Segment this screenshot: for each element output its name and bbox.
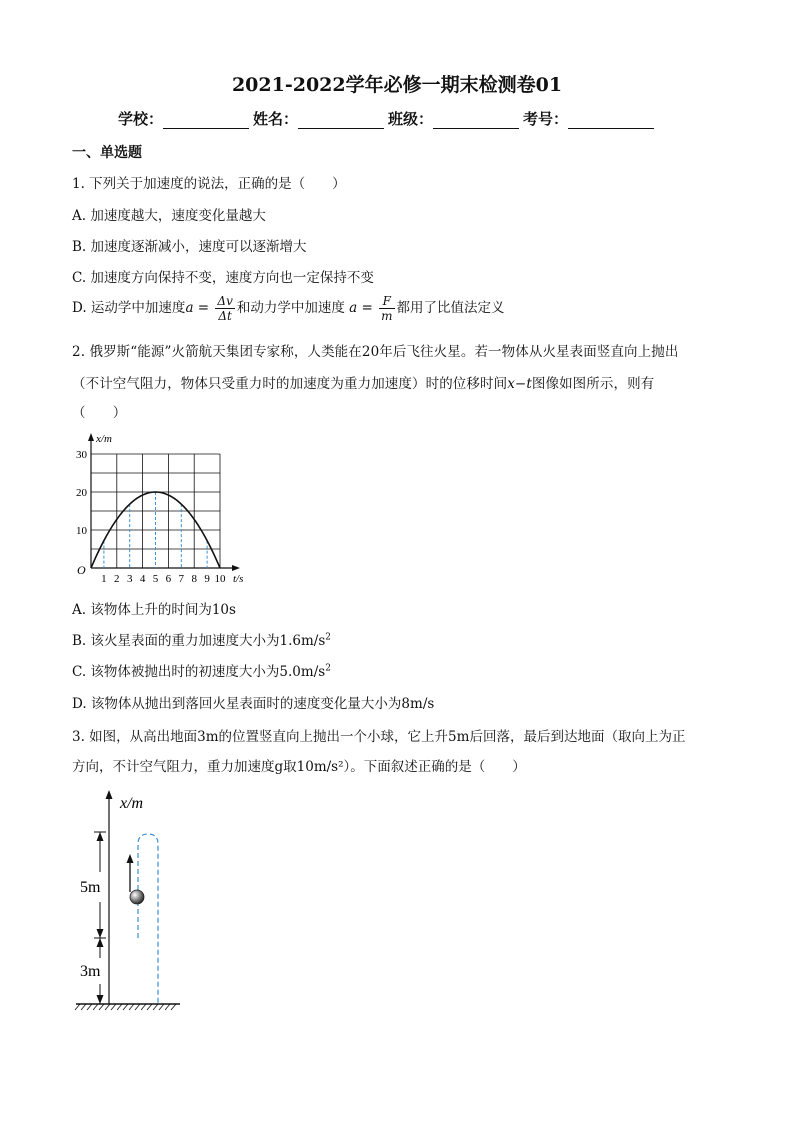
hatch-line bbox=[171, 1004, 176, 1010]
arrow-down-icon bbox=[97, 995, 104, 1004]
y-axis-arrow-icon bbox=[88, 433, 94, 441]
hatch-line bbox=[99, 1004, 104, 1010]
q2-c-text: C. 该物体被抛出时的初速度大小为5.0m/s bbox=[72, 664, 326, 680]
hatch-line bbox=[87, 1004, 92, 1010]
q1-d-mid: 和动力学中加速度 bbox=[236, 300, 345, 316]
q1-d-a2: a bbox=[349, 300, 358, 316]
class-label: 班级： bbox=[388, 110, 434, 128]
school-blank[interactable] bbox=[163, 112, 249, 129]
q1-stem: 1. 下列关于加速度的说法，正确的是（ ） bbox=[72, 176, 346, 192]
chart-grid bbox=[91, 454, 220, 568]
x-tick-label: 8 bbox=[191, 573, 197, 585]
hatch-line bbox=[159, 1004, 164, 1010]
q2-var-x: x bbox=[507, 376, 515, 392]
y-tick-label: 10 bbox=[76, 525, 87, 537]
hatch-line bbox=[141, 1004, 146, 1010]
q2-var-t: t bbox=[526, 376, 532, 392]
fraction-f-m bbox=[379, 294, 394, 323]
hatch-line bbox=[93, 1004, 98, 1010]
y-tick-label: 20 bbox=[76, 487, 87, 499]
ball bbox=[130, 890, 144, 904]
q2-line2-post: 图像如图所示，则有 bbox=[531, 376, 655, 392]
y-tick-label: 30 bbox=[76, 449, 87, 461]
page-title: 2021-2022学年必修一期末检测卷01 bbox=[231, 74, 563, 96]
q1-option-c: C. 加速度方向保持不变，速度方向也一定保持不变 bbox=[72, 270, 374, 286]
q2-option-c bbox=[72, 660, 331, 680]
x-tick-label: 5 bbox=[152, 573, 159, 585]
x-tick-label: 9 bbox=[204, 573, 210, 585]
hatch-line bbox=[153, 1004, 158, 1010]
x-axis-label: t/s bbox=[233, 573, 244, 585]
trajectory-dashed-path bbox=[138, 834, 158, 1004]
axis-arrow-icon bbox=[106, 790, 113, 799]
x-tick-label: 1 bbox=[101, 573, 107, 585]
hatch-line bbox=[123, 1004, 128, 1010]
section-title: 一、单选题 bbox=[72, 145, 142, 161]
origin-label: O bbox=[77, 563, 86, 577]
fraction-dv-dt bbox=[215, 294, 234, 323]
arrow-up-icon bbox=[97, 938, 104, 947]
hatch-line bbox=[135, 1004, 140, 1010]
class-blank[interactable] bbox=[433, 112, 519, 129]
q2-option-a: A. 该物体上升的时间为10s bbox=[72, 602, 236, 618]
frac1-num: Δv bbox=[217, 294, 233, 308]
hatch-line bbox=[165, 1004, 170, 1010]
axis-label: x/m bbox=[120, 795, 144, 812]
q1-d-suffix: 都用了比值法定义 bbox=[396, 300, 505, 316]
q3-line1: 3. 如图，从高出地面3m的位置竖直向上抛出一个小球，它上升5m后回落，最后到达地面（取向上为正 bbox=[72, 729, 686, 745]
q2-line2 bbox=[72, 372, 654, 392]
x-tick-label: 6 bbox=[165, 573, 172, 585]
x-axis-arrow-icon bbox=[232, 565, 240, 571]
q2-b-sup: 2 bbox=[325, 632, 331, 643]
y-axis-label: x/m bbox=[96, 433, 112, 445]
q2-option-d: D. 该物体从抛出到落回火星表面时的速度变化量大小为8m/s bbox=[72, 696, 435, 712]
q2-dash: − bbox=[514, 376, 527, 392]
arrow-up-icon bbox=[97, 832, 104, 841]
q3-line2: 方向，不计空气阻力，重力加速度g取10m/s²）。下面叙述正确的是（ ） bbox=[72, 759, 526, 775]
name-blank[interactable] bbox=[298, 112, 384, 129]
hatch-line bbox=[81, 1004, 86, 1010]
q1-option-d bbox=[72, 294, 505, 323]
xt-chart bbox=[66, 428, 266, 588]
arrow-down-icon bbox=[97, 929, 104, 938]
hatch-line bbox=[75, 1004, 80, 1010]
ground-hatch bbox=[75, 1004, 176, 1010]
throw-diagram bbox=[72, 788, 222, 1013]
label-5m: 5m bbox=[80, 879, 101, 896]
q2-line1: 2. 俄罗斯“能源”火箭航天集团专家称，人类能在20年后飞往火星。若一物体从火星表面竖直向上抛出 bbox=[72, 344, 679, 360]
velocity-arrow-icon bbox=[127, 854, 134, 863]
number-label: 考号： bbox=[523, 110, 569, 128]
hatch-line bbox=[129, 1004, 134, 1010]
frac2-num: F bbox=[379, 294, 394, 309]
hatch-line bbox=[105, 1004, 110, 1010]
q1-d-eq2: = bbox=[357, 300, 378, 316]
number-blank[interactable] bbox=[568, 112, 654, 129]
student-info-row bbox=[118, 108, 658, 129]
school-label: 学校： bbox=[118, 110, 164, 128]
hatch-line bbox=[111, 1004, 116, 1010]
q2-option-b bbox=[72, 629, 331, 649]
q2-c-sup: 2 bbox=[325, 663, 331, 674]
q1-d-a1: a bbox=[185, 300, 194, 316]
x-tick-label: 3 bbox=[126, 573, 133, 585]
x-tick-label: 7 bbox=[178, 573, 185, 585]
frac2-den: m bbox=[381, 309, 393, 323]
x-tick-label: 4 bbox=[139, 573, 146, 585]
label-3m: 3m bbox=[80, 963, 101, 980]
hatch-line bbox=[147, 1004, 152, 1010]
q2-line2-pre: （不计空气阻力，物体只受重力时的加速度为重力加速度）时的位移时间 bbox=[72, 376, 508, 392]
q1-option-a: A. 加速度越大，速度变化量越大 bbox=[72, 208, 266, 224]
q2-b-text: B. 该火星表面的重力加速度大小为1.6m/s bbox=[72, 633, 326, 649]
q1-d-eq1: = bbox=[193, 300, 214, 316]
frac1-den: Δt bbox=[218, 309, 232, 323]
x-tick-label: 2 bbox=[114, 573, 120, 585]
q1-option-b: B. 加速度逐渐减小，速度可以逐渐增大 bbox=[72, 239, 307, 255]
x-tick-label: 10 bbox=[214, 573, 226, 585]
q1-d-prefix: D. 运动学中加速度 bbox=[72, 300, 186, 316]
q2-line3: （ ） bbox=[72, 405, 127, 421]
hatch-line bbox=[117, 1004, 122, 1010]
name-label: 姓名： bbox=[253, 110, 299, 128]
